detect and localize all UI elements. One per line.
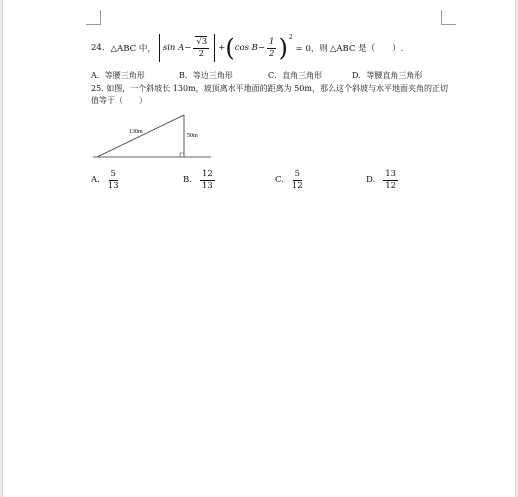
margin-corner-top-right: [441, 10, 456, 25]
question-intro: △ABC 中，: [110, 44, 156, 54]
question-tail: △ABC 是（ ）.: [329, 44, 404, 54]
hyp-label: 130m: [129, 129, 143, 135]
sin-term: sin A: [162, 43, 185, 53]
option-c: [275, 166, 305, 194]
numerator: 13: [385, 169, 397, 179]
left-paren: (: [225, 34, 235, 62]
option-letter: C.: [275, 175, 284, 185]
minus-sign-2: −: [257, 43, 266, 53]
numerator: 5: [110, 169, 116, 179]
equals-zero: = 0，则: [295, 44, 328, 54]
option-d: [366, 166, 400, 194]
right-angle-mark: [180, 153, 184, 157]
denominator: 13: [201, 180, 213, 191]
plus-sign: +: [218, 43, 226, 53]
numerator: 12: [201, 169, 213, 179]
option-b: B．等边三角形: [179, 71, 233, 80]
denominator: 13: [107, 180, 119, 191]
sqrt-3: √3: [196, 37, 208, 47]
option-letter: B.: [183, 175, 192, 185]
denominator: 2: [198, 48, 204, 59]
option-b: [183, 166, 217, 194]
slope-diagram: [91, 112, 213, 162]
minus-sign: −: [184, 43, 192, 53]
fraction-sqrt3-over-2: [193, 38, 209, 58]
denominator: 12: [291, 180, 303, 191]
slope-line: [97, 115, 184, 157]
document-page: [2, 0, 516, 497]
question-number: 24.: [91, 43, 105, 53]
denominator: 2: [269, 48, 275, 59]
question-25: 25. 如图，一个斜坡长 130m，坡顶离水平地面的距离为 50m，那么这个斜坡与水平地面夹角的正切值等于（ ）: [91, 84, 448, 105]
right-paren: ): [278, 34, 288, 62]
options-25: [91, 166, 451, 194]
abs-bar-left: [159, 34, 160, 62]
options-24: [91, 70, 451, 82]
denominator: 12: [385, 180, 397, 191]
option-a: [91, 166, 121, 194]
option-letter: D.: [366, 175, 376, 185]
option-c: C．直角三角形: [268, 71, 323, 80]
height-label: 50m: [187, 133, 198, 139]
margin-corner-top-left: [86, 10, 101, 25]
abs-bar-right: [214, 34, 215, 62]
option-a: A．等腰三角形: [91, 71, 145, 80]
cos-term: cos B: [234, 43, 258, 53]
fraction-1-over-2: [267, 38, 276, 58]
numerator: 1: [269, 37, 275, 47]
option-d: D．等腰直角三角形: [352, 71, 423, 80]
question-24: [91, 30, 403, 66]
numerator: 5: [294, 169, 301, 179]
option-letter: A.: [91, 175, 100, 185]
exponent: 2: [288, 33, 293, 41]
